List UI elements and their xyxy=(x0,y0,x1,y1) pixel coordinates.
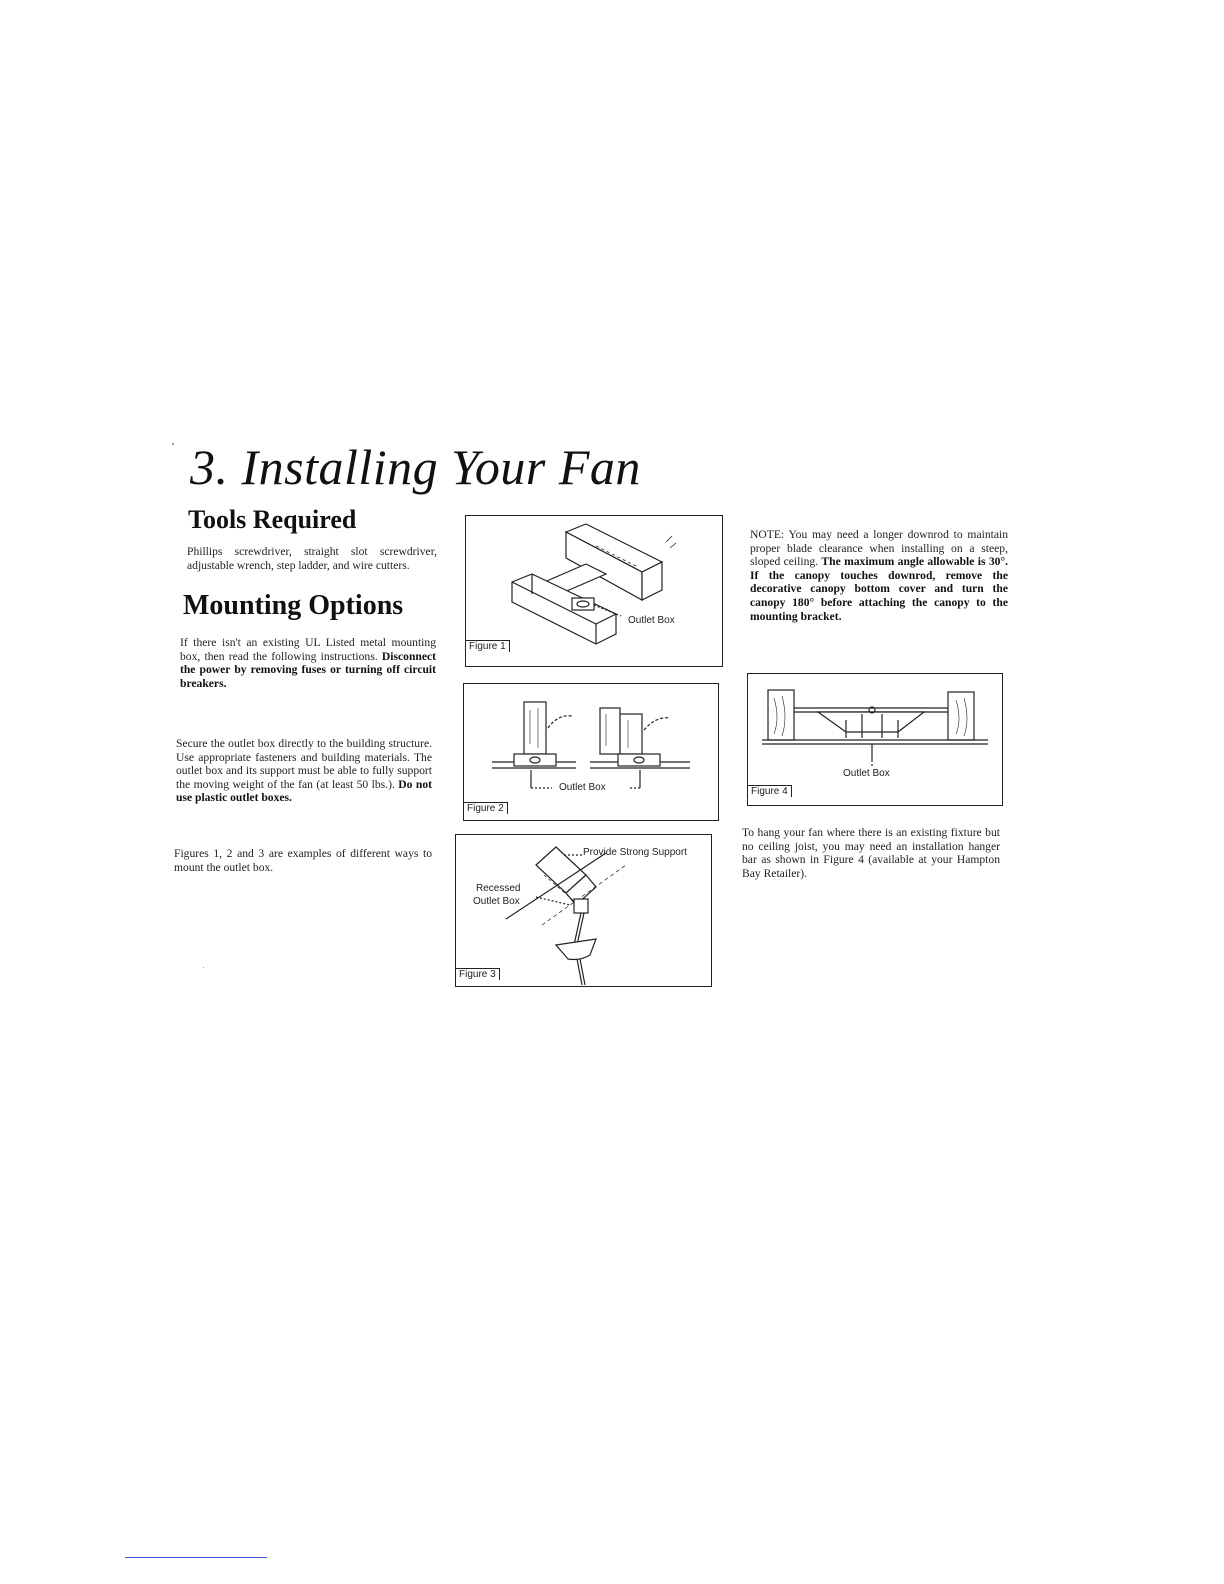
footer-rule xyxy=(125,1557,267,1558)
page-title: 3. Installing Your Fan xyxy=(190,439,641,495)
tools-text: Phillips screwdriver, straight slot screwdriver, adjustable wrench, step ladder, and wire cutters. xyxy=(187,545,437,572)
figure-1-outlet-label: Outlet Box xyxy=(628,615,675,626)
note-text-plain: NOTE: You may need a longer downrod to maintain proper blade clearance when installing on a steep, sloped ceiling. xyxy=(750,528,1008,569)
figure-4-outlet-label: Outlet Box xyxy=(843,768,890,779)
figure-3-caption: Figure 3 xyxy=(456,968,500,980)
mounting-intro-text: If there isn't an existing UL Listed metal mounting box, then read the following instructions. xyxy=(180,636,436,663)
figure-1 xyxy=(465,515,723,667)
figure-3-recessed-label: Recessed xyxy=(476,883,521,894)
scan-speck xyxy=(203,967,204,968)
tools-heading: Tools Required xyxy=(188,505,357,534)
figures-note: Figures 1, 2 and 3 are examples of different ways to mount the outlet box. xyxy=(174,847,432,874)
figure-3-support-label: Provide Strong Support xyxy=(583,847,687,858)
figure-4 xyxy=(747,673,1003,806)
mounting-secure xyxy=(176,737,432,805)
note-text-bold: The maximum angle allowable is 30°. If the canopy touches downrod, remove the decorative canopy bottom cover and turn the canopy 180° before attaching the canopy to the mounting bracket. xyxy=(750,555,1008,623)
figure-2-outlet-label: Outlet Box xyxy=(559,782,606,793)
figure-1-caption: Figure 1 xyxy=(466,640,510,652)
mounting-intro xyxy=(180,636,436,690)
hanging-text: To hang your fan where there is an existing fixture but no ceiling joist, you may need an installation hanger bar as shown in Figure 4 (available at your Hampton Bay Retailer). xyxy=(742,826,1000,880)
figure-4-caption: Figure 4 xyxy=(748,785,792,797)
note-text xyxy=(750,528,1008,623)
mounting-intro-warning: Disconnect the power by removing fuses or turning off circuit breakers. xyxy=(180,649,436,690)
figure-2-drawing xyxy=(464,684,718,820)
figure-2-caption: Figure 2 xyxy=(464,802,508,814)
figure-3 xyxy=(455,834,712,987)
mounting-secure-text: Secure the outlet box directly to the building structure. Use appropriate fasteners and building materials. The outlet box and its support must be able to fully support the moving weight of the fan (at least 50 lbs.). xyxy=(176,737,432,791)
figure-2 xyxy=(463,683,719,821)
scan-speck xyxy=(172,443,174,445)
mounting-heading: Mounting Options xyxy=(183,590,404,621)
mounting-secure-warning: Do not use plastic outlet boxes. xyxy=(176,777,432,805)
figure-3-outlet-label: Outlet Box xyxy=(473,896,520,907)
